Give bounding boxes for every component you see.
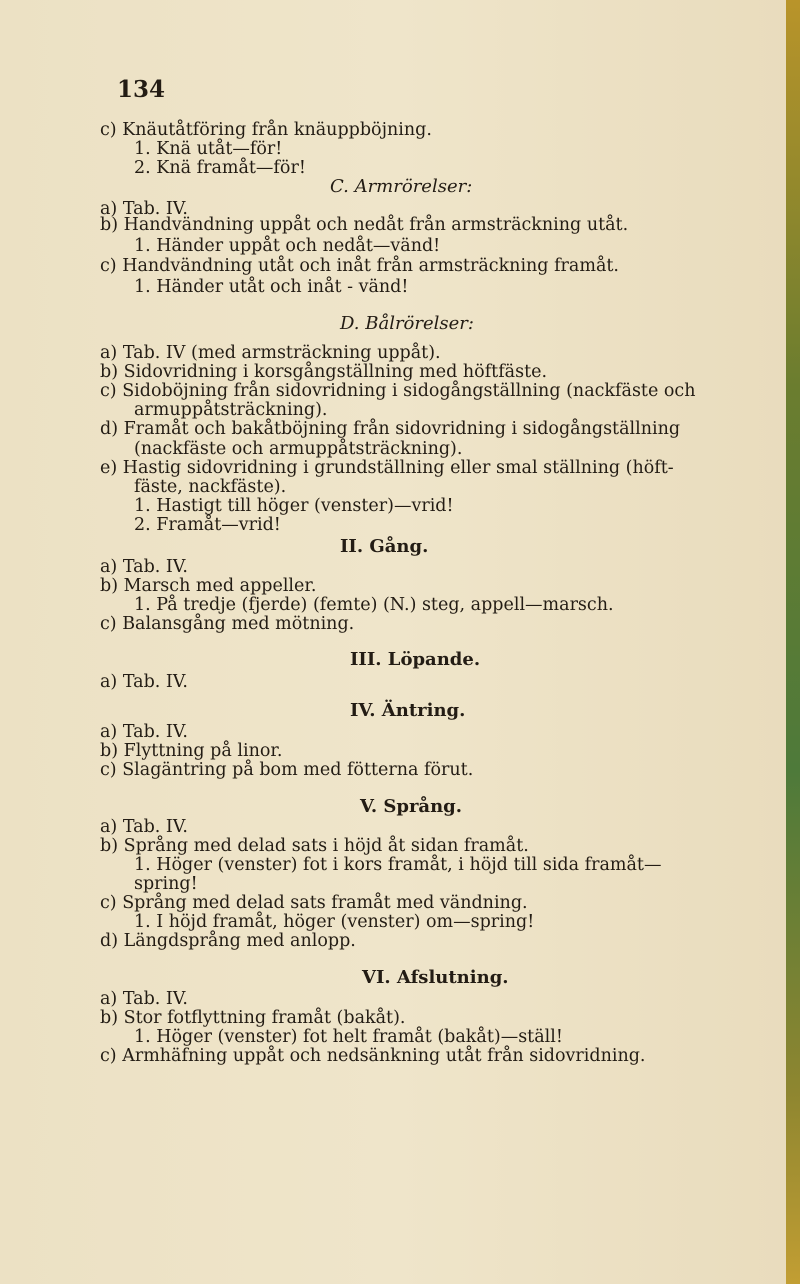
text-line: a) Tab. IV. <box>100 989 188 1009</box>
text-line: b) Språng med delad sats i höjd åt sidan framåt. <box>100 836 529 856</box>
text-line: e) Hastig sidovridning i grundställning eller smal ställning (höft- <box>100 458 674 478</box>
text-line: b) Sidovridning i korsgångställning med höftfäste. <box>100 362 548 382</box>
text-line: c) Slagäntring på bom med fötterna förut. <box>100 760 474 780</box>
section-heading: V. Språng. <box>360 796 463 817</box>
text-line: c) Handvändning utåt och inåt från armsträckning framåt. <box>100 256 619 276</box>
text-line: spring! <box>134 874 198 894</box>
text-line: c) Knäutåtföring från knäuppböjning. <box>100 120 432 140</box>
text-line: 1. Knä utåt—för! <box>134 139 283 159</box>
text-line: a) Tab. IV. <box>100 557 188 577</box>
text-line: 2. Framåt—vrid! <box>134 515 281 535</box>
text-line: a) Tab. IV. <box>100 722 188 742</box>
text-line: 1. I höjd framåt, höger (venster) om—spring! <box>134 912 535 932</box>
text-line: d) Längdsprång med anlopp. <box>100 931 356 951</box>
text-line: a) Tab. IV. <box>100 199 188 219</box>
text-line: 1. Höger (venster) fot helt framåt (bakåt)—ställ! <box>134 1027 563 1047</box>
text-line: b) Handvändning uppåt och nedåt från armsträckning utåt. <box>100 215 629 235</box>
text-line: 1. Hastigt till höger (venster)—vrid! <box>134 496 454 516</box>
text-line: a) Tab. IV. <box>100 672 188 692</box>
text-line: b) Flyttning på linor. <box>100 741 283 761</box>
section-heading: II. Gång. <box>340 536 429 557</box>
text-line: 1. På tredje (fjerde) (femte) (N.) steg, appell—marsch. <box>134 595 614 615</box>
text-line: 1. Händer utåt och inåt - vänd! <box>134 277 409 297</box>
text-line: a) Tab. IV. <box>100 817 188 837</box>
text-line: 1. Höger (venster) fot i kors framåt, i höjd till sida framåt— <box>134 855 662 875</box>
section-heading: D. Bålrörelser: <box>340 313 474 334</box>
text-line: armuppåtsträckning). <box>134 400 328 420</box>
text-line: c) Armhäfning uppåt och nedsänkning utåt från sidovridning. <box>100 1046 646 1066</box>
section-heading: III. Löpande. <box>350 649 481 670</box>
text-line: fäste, nackfäste). <box>134 477 287 497</box>
section-heading: C. Armrörelser: <box>330 176 473 197</box>
text-line: c) Språng med delad sats framåt med vändning. <box>100 893 528 913</box>
text-line: 2. Knä framåt—för! <box>134 158 306 178</box>
text-line: b) Marsch med appeller. <box>100 576 317 596</box>
page-edge <box>786 0 800 1284</box>
text-line: (nackfäste och armuppåtsträckning). <box>134 439 463 459</box>
text-line: c) Sidoböjning från sidovridning i sidogångställning (nackfäste och <box>100 381 696 401</box>
page-number: 134 <box>117 76 166 103</box>
text-line: d) Framåt och bakåtböjning från sidovridning i sidogångställning <box>100 419 681 439</box>
text-line: a) Tab. IV (med armsträckning uppåt). <box>100 343 441 363</box>
section-heading: IV. Äntring. <box>350 700 466 721</box>
text-line: b) Stor fotflyttning framåt (bakåt). <box>100 1008 406 1028</box>
text-line: c) Balansgång med mötning. <box>100 614 355 634</box>
section-heading: VI. Afslutning. <box>362 967 509 988</box>
text-line: 1. Händer uppåt och nedåt—vänd! <box>134 236 441 256</box>
